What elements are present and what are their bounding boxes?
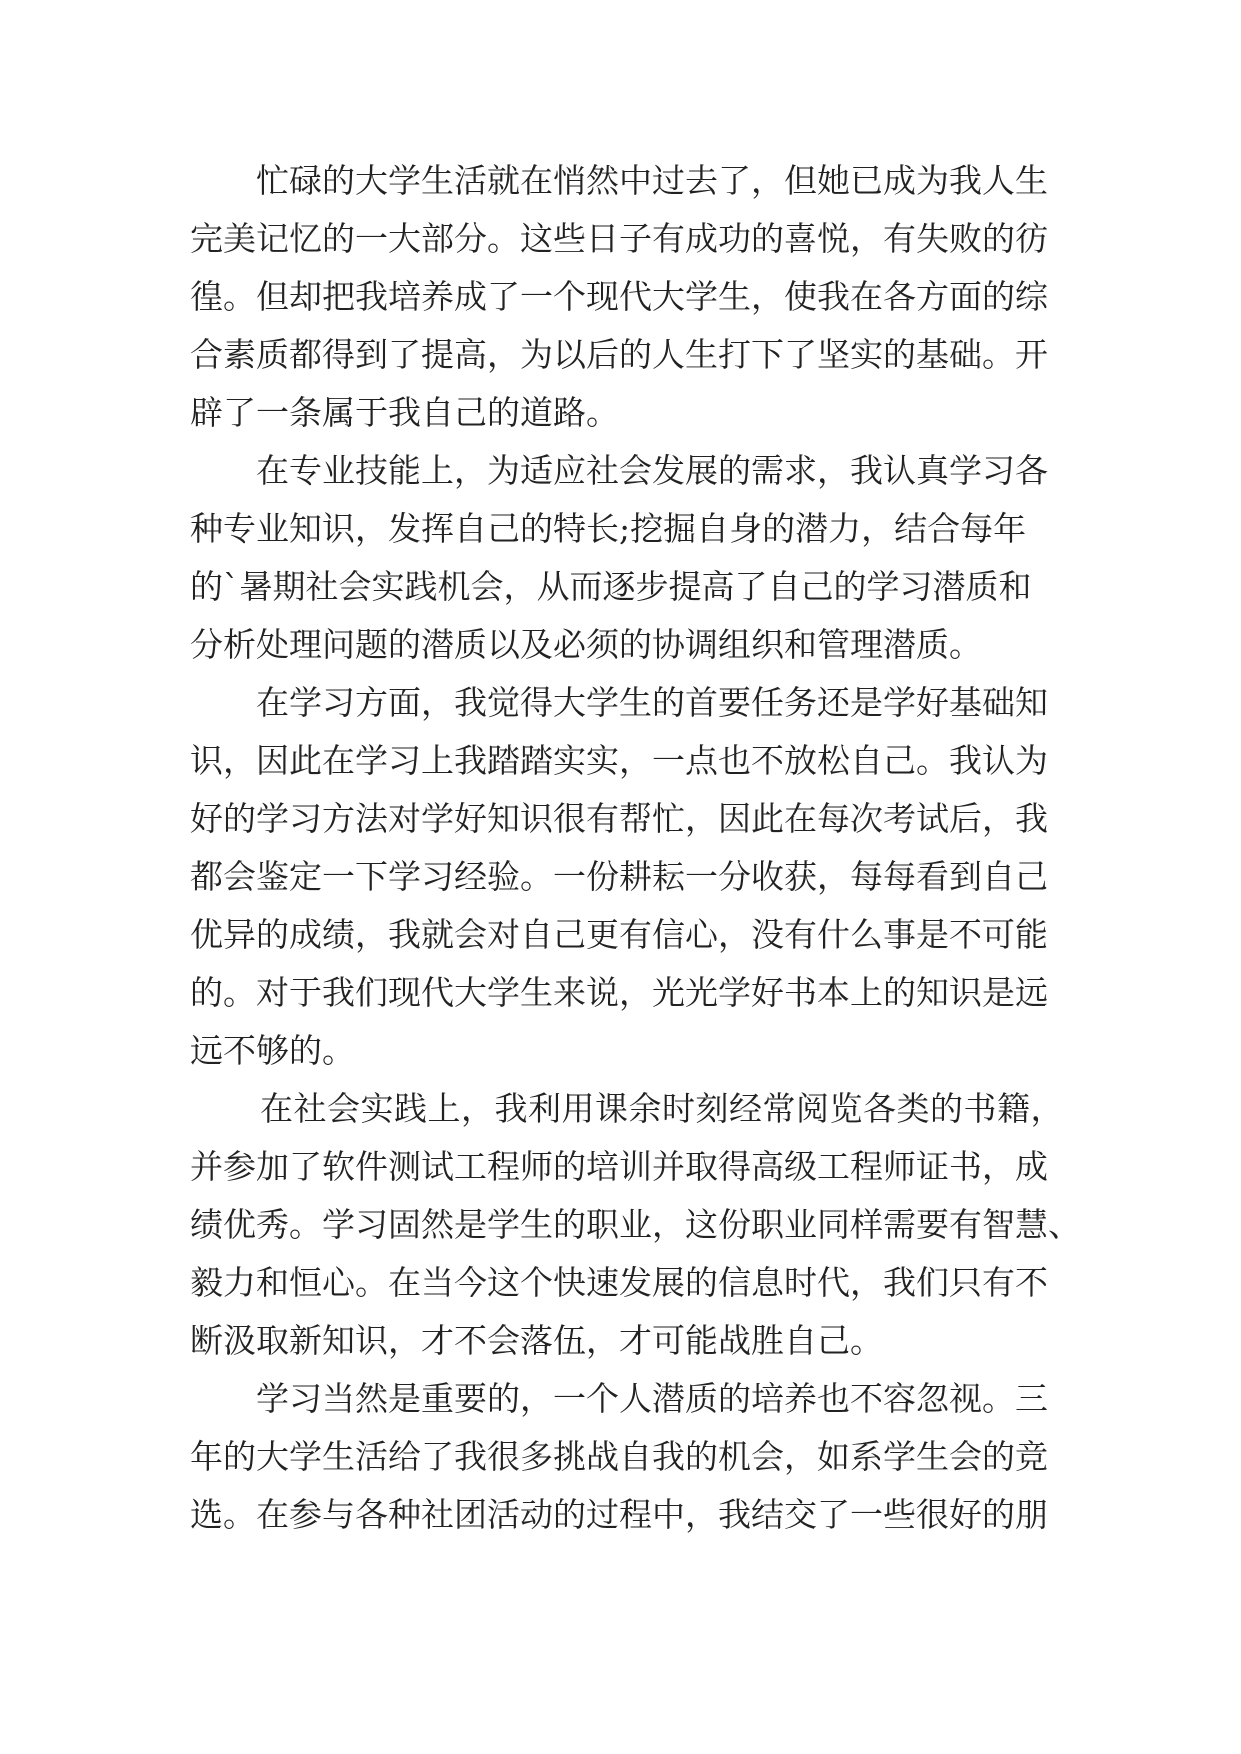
document-body [190,152,1081,1544]
paragraph-5-line-2: 年的大学生活给了我很多挑战自我的机会，如系学生会的竞 [190,1437,1048,1476]
paragraph-5-line-1: 学习当然是重要的，一个人潜质的培养也不容忽视。三 [256,1379,1048,1418]
paragraph-1-line-4: 合素质都得到了提高，为以后的人生打下了坚实的基础。开 [190,335,1048,374]
paragraph-5-line-3: 选。在参与各种社团活动的过程中，我结交了一些很好的朋 [190,1495,1048,1534]
paragraph-4-line-1: 在社会实践上，我利用课余时刻经常阅览各类的书籍， [260,1089,1064,1128]
paragraph-2-line-1: 在专业技能上，为适应社会发展的需求，我认真学习各 [256,451,1048,490]
paragraph-2-line-2: 种专业知识，发挥自己的特长;挖掘自身的潜力，结合每年 [190,509,1027,548]
paragraph-2-line-3: 的`暑期社会实践机会，从而逐步提高了自己的学习潜质和 [190,567,1032,606]
paragraph-4-line-5: 断汲取新知识，才不会落伍，才可能战胜自己。 [190,1321,883,1360]
paragraph-4-line-4: 毅力和恒心。在当今这个快速发展的信息时代，我们只有不 [190,1263,1048,1302]
paragraph-3-line-3: 好的学习方法对学好知识很有帮忙，因此在每次考试后，我 [190,799,1048,838]
paragraph-3-line-2: 识，因此在学习上我踏踏实实，一点也不放松自己。我认为 [190,741,1048,780]
paragraph-3-line-4: 都会鉴定一下学习经验。一份耕耘一分收获，每每看到自己 [190,857,1048,896]
paragraph-3-line-6: 的。对于我们现代大学生来说，光光学好书本上的知识是远 [190,973,1048,1012]
paragraph-1-line-1: 忙碌的大学生活就在悄然中过去了，但她已成为我人生 [256,161,1048,200]
paragraph-4-line-2: 并参加了软件测试工程师的培训并取得高级工程师证书，成 [190,1147,1048,1186]
paragraph-3-line-1: 在学习方面，我觉得大学生的首要任务还是学好基础知 [256,683,1048,722]
paragraph-2-line-4: 分析处理问题的潜质以及必须的协调组织和管理潜质。 [190,625,982,664]
paragraph-3-line-7: 远不够的。 [190,1031,355,1070]
paragraph-3-line-5: 优异的成绩，我就会对自己更有信心，没有什么事是不可能 [190,915,1048,954]
paragraph-1-line-3: 徨。但却把我培养成了一个现代大学生，使我在各方面的综 [190,277,1048,316]
paragraph-4-line-3: 绩优秀。学习固然是学生的职业，这份职业同样需要有智慧、 [190,1205,1081,1244]
paragraph-1-line-5: 辟了一条属于我自己的道路。 [190,393,619,432]
paragraph-1-line-2: 完美记忆的一大部分。这些日子有成功的喜悦，有失败的彷 [190,219,1048,258]
